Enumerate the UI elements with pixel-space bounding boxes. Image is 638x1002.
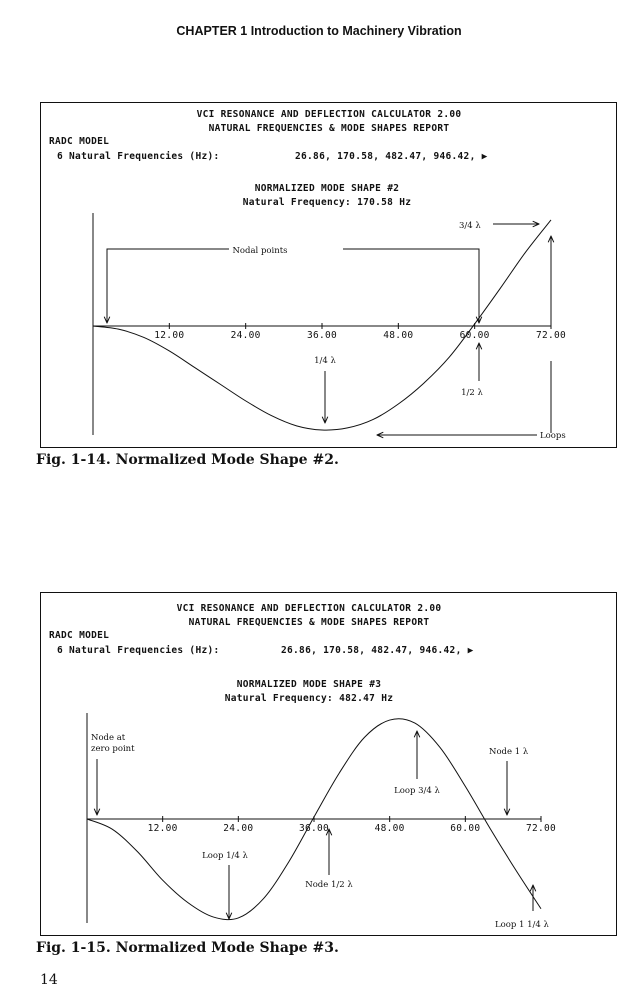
mode-frequency: Natural Frequency: 482.47 Hz: [224, 693, 394, 704]
loop-quarter-label: Loop 1/4 λ: [202, 851, 248, 861]
x-tick-label: 12.00: [147, 823, 178, 834]
figure-1-15-caption: Fig. 1-15. Normalized Mode Shape #3.: [36, 940, 339, 956]
x-tick-label: 12.00: [154, 330, 185, 341]
loop-three-quarter-label: Loop 3/4 λ: [394, 786, 440, 796]
node-zero-label-1: Node at: [91, 733, 126, 743]
node-half-label: Node 1/2 λ: [305, 880, 353, 890]
freq-values: 26.86, 170.58, 482.47, 946.42, ▶: [295, 151, 488, 162]
x-tick-label: 36.00: [298, 823, 330, 834]
loops-label: Loops: [540, 431, 566, 441]
three-quarter-label: 3/4 λ: [459, 221, 481, 231]
figure-1-14-caption: Fig. 1-14. Normalized Mode Shape #2.: [36, 452, 339, 468]
node-one-label: Node 1 λ: [489, 747, 529, 757]
mode-subtitle: NORMALIZED MODE SHAPE #3: [236, 679, 382, 690]
x-tick-label: 72.00: [535, 330, 567, 341]
nodal-arrow-left: [107, 249, 229, 323]
quarter-label: 1/4 λ: [314, 356, 336, 366]
mode-shape-3-chart: [41, 593, 616, 935]
half-label: 1/2 λ: [461, 388, 483, 398]
report-title-2: NATURAL FREQUENCIES & MODE SHAPES REPORT: [208, 123, 450, 134]
x-tick-label: 72.00: [525, 823, 557, 834]
x-tick-label: 48.00: [374, 823, 405, 834]
chapter-header: CHAPTER 1 Introduction to Machinery Vibration: [176, 24, 462, 38]
page-number: 14: [40, 972, 58, 988]
report-model: RADC MODEL: [49, 630, 110, 641]
x-tick-label: 36.00: [306, 330, 338, 341]
report-model: RADC MODEL: [49, 136, 110, 147]
x-tick-label: 60.00: [459, 330, 490, 341]
node-zero-label-2: zero point: [91, 744, 135, 754]
freq-label: 6 Natural Frequencies (Hz):: [57, 645, 220, 656]
mode-subtitle: NORMALIZED MODE SHAPE #2: [254, 183, 400, 194]
mode-shape-2-chart: [41, 103, 616, 447]
report-title-1: VCI RESONANCE AND DEFLECTION CALCULATOR 2.00: [196, 109, 462, 120]
loop-one-quarter-label: Loop 1 1/4 λ: [495, 920, 549, 930]
x-tick-label: 48.00: [383, 330, 414, 341]
freq-values: 26.86, 170.58, 482.47, 946.42, ▶: [281, 645, 474, 656]
nodal-arrow-right: [343, 249, 479, 323]
x-tick-label: 24.00: [223, 823, 254, 834]
report-title-2: NATURAL FREQUENCIES & MODE SHAPES REPORT: [188, 617, 430, 628]
nodal-points-label: Nodal points: [232, 246, 288, 256]
figure-1-15: [40, 592, 617, 936]
report-title-1: VCI RESONANCE AND DEFLECTION CALCULATOR 2.00: [176, 603, 442, 614]
freq-label: 6 Natural Frequencies (Hz):: [57, 151, 220, 162]
figure-1-14: [40, 102, 617, 448]
mode-frequency: Natural Frequency: 170.58 Hz: [242, 197, 412, 208]
x-tick-label: 24.00: [230, 330, 261, 341]
x-tick-label: 60.00: [450, 823, 481, 834]
